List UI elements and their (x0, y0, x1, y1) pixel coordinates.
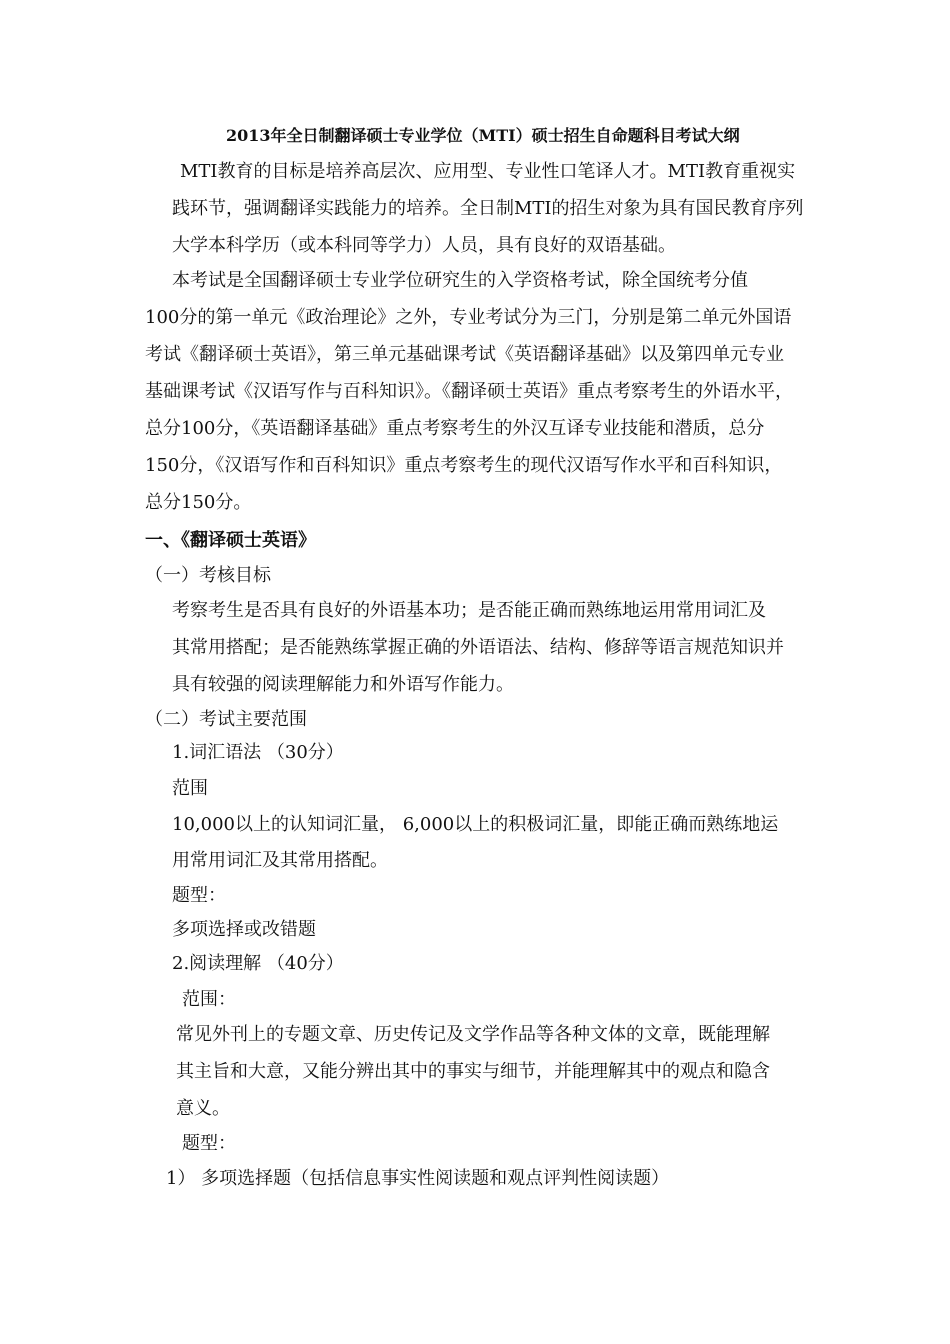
item-2-scope-line-3: 意义。 (176, 1098, 230, 1119)
item-2-scope-line-2: 其主旨和大意，又能分辨出其中的事实与细节，并能理解其中的观点和隐含 (176, 1061, 770, 1082)
item-2-type-1: 1） 多项选择题（包括信息事实性阅读题和观点评判性阅读题） (166, 1168, 670, 1189)
intro-line-3: 大学本科学历（或本科同等学力）人员，具有良好的双语基础。 (172, 235, 676, 256)
item-2-scope-line-1: 常见外刊上的专题文章、历史传记及文学作品等各种文体的文章，既能理解 (176, 1024, 770, 1045)
subsection-1-heading: （一）考核目标 (145, 565, 271, 586)
sub1-line-1: 考察考生是否具有良好的外语基本功；是否能正确而熟练地运用常用词汇及 (172, 600, 766, 621)
item-1-type-value: 多项选择或改错题 (172, 919, 316, 940)
sub1-line-2: 其常用搭配；是否能熟练掌握正确的外语语法、结构、修辞等语言规范知识并 (172, 637, 784, 658)
item-1-scope-line-1: 10,000以上的认知词汇量， 6,000以上的积极词汇量，即能正确而熟练地运 (172, 814, 779, 835)
exam-line-2: 100分的第一单元《政治理论》之外，专业考试分为三门，分别是第二单元外国语 (145, 307, 792, 328)
exam-line-6: 150分，《汉语写作和百科知识》重点考察考生的现代汉语写作水平和百科知识， (145, 455, 783, 476)
sub1-line-3: 具有较强的阅读理解能力和外语写作能力。 (172, 674, 514, 695)
subsection-2-heading: （二）考试主要范围 (145, 709, 307, 730)
item-1-scope-line-2: 用常用词汇及其常用搭配。 (172, 850, 388, 871)
exam-line-1: 本考试是全国翻译硕士专业学位研究生的入学资格考试，除全国统考分值 (172, 270, 748, 291)
exam-line-5: 总分100分，《英语翻译基础》重点考察考生的外汉互译专业技能和潜质，总分 (145, 418, 765, 439)
exam-line-3: 考试《翻译硕士英语》，第三单元基础课考试《英语翻译基础》以及第四单元专业 (145, 344, 784, 365)
exam-line-7: 总分150分。 (145, 492, 252, 513)
item-2-scope-label: 范围： (182, 989, 236, 1010)
intro-line-1: MTI教育的目标是培养高层次、应用型、专业性口笔译人才。MTI教育重视实 (180, 161, 796, 182)
item-1-heading: 1.词汇语法 （30分） (172, 742, 344, 763)
intro-line-2: 践环节，强调翻译实践能力的培养。全日制MTI的招生对象为具有国民教育序列 (172, 198, 804, 219)
item-1-type-label: 题型： (172, 885, 226, 906)
item-2-heading: 2.阅读理解 （40分） (172, 953, 344, 974)
section-1-heading: 一、《翻译硕士英语》 (145, 530, 316, 551)
item-1-scope-label: 范围 (172, 778, 208, 799)
exam-line-4: 基础课考试《汉语写作与百科知识》。《翻译硕士英语》重点考察考生的外语水平， (145, 381, 793, 402)
document-title: 2013年全日制翻译硕士专业学位（MTI）硕士招生自命题科目考试大纲 (226, 126, 740, 145)
item-2-type-label: 题型： (182, 1133, 236, 1154)
